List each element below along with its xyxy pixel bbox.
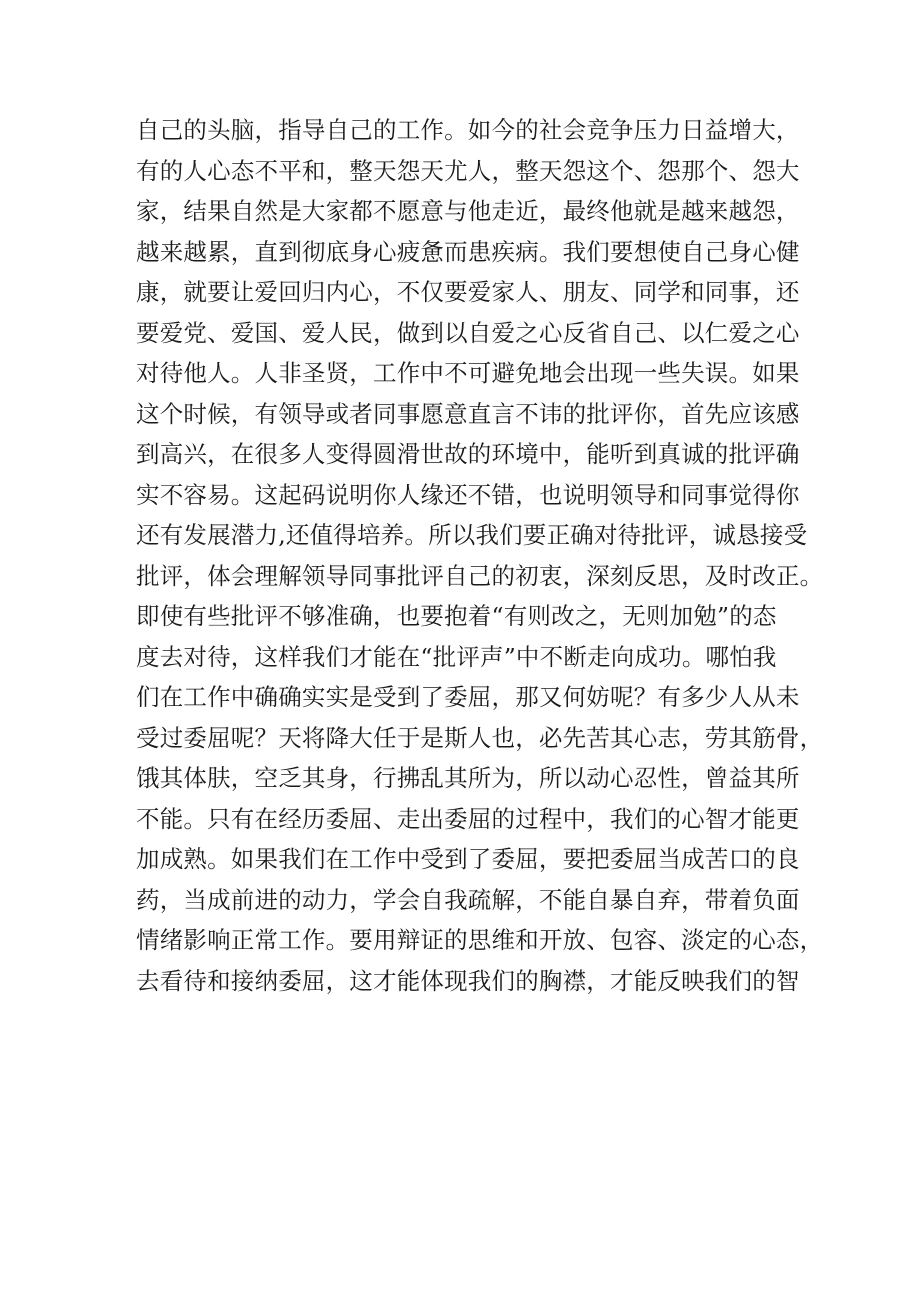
text-line: 自己的头脑，指导自己的工作。如今的社会竞争压力日益增大， <box>136 116 800 144</box>
text-line: 加成熟。如果我们在工作中受到了委屈，要把委屈当成苦口的良 <box>136 845 800 873</box>
text-line: 到高兴，在很多人变得圆滑世故的环境中，能听到真诚的批评确 <box>136 440 800 468</box>
text-line: 即使有些批评不够准确，也要抱着“有则改之，无则加勉”的态 <box>136 602 777 630</box>
text-line: 药，当成前进的动力，学会自我疏解，不能自暴自弃，带着负面 <box>136 885 800 914</box>
text-line: 越来越累，直到彻底身心疲惫而患疾病。我们要想使自己身心健 <box>136 237 800 266</box>
text-line: 还有发展潜力,还值得培养。所以我们要正确对待批评，诚恳接受 <box>136 521 808 549</box>
text-line: 去看待和接纳委屈，这才能体现我们的胸襟，才能反映我们的智 <box>136 966 800 995</box>
text-line: 们在工作中确确实实是受到了委屈，那又何妨呢？有多少人从未 <box>136 683 800 711</box>
text-line: 家，结果自然是大家都不愿意与他走近，最终他就是越来越怨， <box>136 197 800 225</box>
text-line: 情绪影响正常工作。要用辩证的思维和开放、包容、淡定的心态， <box>136 926 824 954</box>
text-line: 这个时候，有领导或者同事愿意直言不讳的批评你，首先应该感 <box>136 399 800 428</box>
text-line: 受过委屈呢？天将降大任于是斯人也，必先苦其心志，劳其筋骨， <box>136 723 824 752</box>
body-text <box>136 110 824 1001</box>
text-line: 有的人心态不平和，整天怨天尤人，整天怨这个、怨那个、怨大 <box>136 156 800 185</box>
text-line: 饿其体肤，空乏其身，行拂乱其所为，所以动心忍性，曾益其所 <box>136 764 800 792</box>
text-line: 度去对待，这样我们才能在“批评声”中不断走向成功。哪怕我 <box>136 642 777 671</box>
text-line: 要爱党、爱国、爱人民，做到以自爱之心反省自己、以仁爱之心 <box>136 318 800 347</box>
text-line: 实不容易。这起码说明你人缘还不错，也说明领导和同事觉得你 <box>136 480 800 509</box>
text-line: 康，就要让爱回归内心，不仅要爱家人、朋友、同学和同事，还 <box>136 278 800 306</box>
text-line: 不能。只有在经历委屈、走出委屈的过程中，我们的心智才能更 <box>136 804 800 833</box>
text-line: 对待他人。人非圣贤，工作中不可避免地会出现一些失误。如果 <box>136 359 800 387</box>
text-line: 批评，体会理解领导同事批评自己的初衷，深刻反思，及时改正。 <box>136 561 824 590</box>
